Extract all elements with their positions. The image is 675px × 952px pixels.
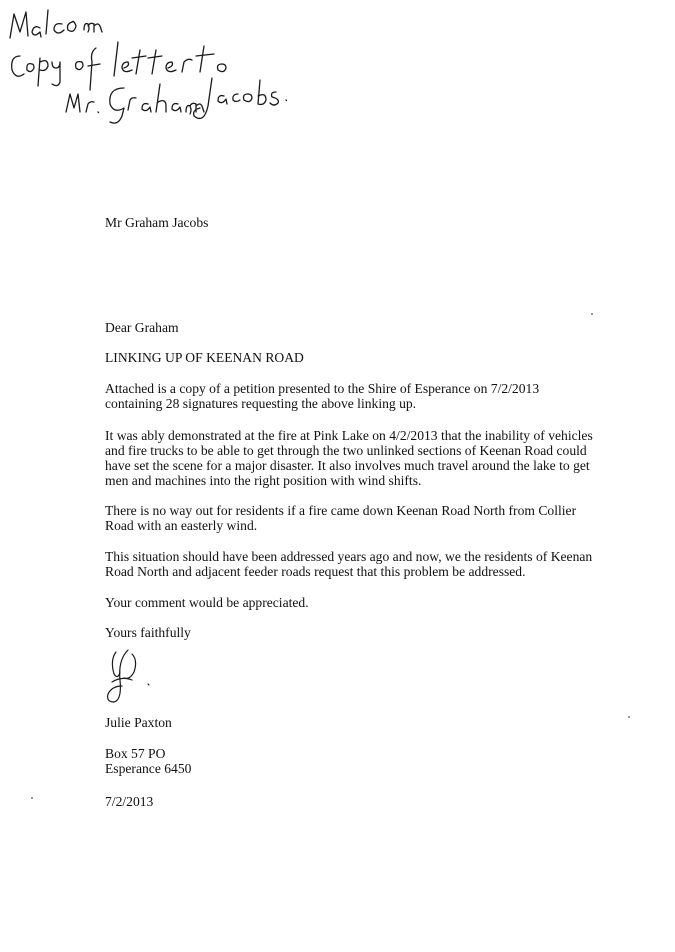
- address-line: Esperance 6450: [105, 761, 192, 776]
- address-block: [105, 746, 191, 776]
- paragraph-line: There is no way out for residents if a fire came down Keenan Road North from Collier: [105, 503, 577, 518]
- paragraph-comment: [105, 595, 309, 610]
- paragraph-line: Your comment would be appreciated.: [105, 595, 309, 610]
- address-line: Box 57 PO: [105, 746, 166, 761]
- paragraph-line: It was ably demonstrated at the fire at Pink Lake on 4/2/2013 that the inability of vehicles: [105, 428, 593, 443]
- letter-date: 7/2/2013: [105, 794, 154, 809]
- signer-name: Julie Paxton: [105, 715, 172, 730]
- paragraph-request: [105, 549, 592, 579]
- signature: [100, 648, 170, 710]
- handwritten-note: [0, 0, 300, 130]
- paragraph-line: Attached is a copy of a petition presented to the Shire of Esperance on 7/2/2013: [105, 381, 540, 396]
- subject-line: LINKING UP OF KEENAN ROAD: [105, 350, 304, 365]
- paragraph-fire: [105, 428, 593, 488]
- scan-speck: [591, 313, 593, 315]
- scan-speck: [628, 716, 630, 718]
- recipient-name: Mr Graham Jacobs: [105, 215, 209, 230]
- paragraph-line: Road North and adjacent feeder roads request that this problem be addressed.: [105, 564, 526, 579]
- paragraph-petition: [105, 381, 539, 411]
- paragraph-line: Road with an easterly wind.: [105, 518, 258, 533]
- paragraph-line: have set the scene for a major disaster. It also involves much travel around the lake to get: [105, 458, 590, 473]
- paragraph-line: men and machines into the right position with wind shifts.: [105, 473, 422, 488]
- closing: Yours faithfully: [105, 625, 191, 640]
- salutation: Dear Graham: [105, 320, 179, 335]
- paragraph-no-way-out: [105, 503, 576, 533]
- paragraph-line: and fire trucks to be able to get through the two unlinked sections of Keenan Road could: [105, 443, 587, 458]
- paragraph-line: containing 28 signatures requesting the above linking up.: [105, 396, 417, 411]
- paragraph-line: This situation should have been addressed years ago and now, we the residents of Keenan: [105, 549, 593, 564]
- scan-speck: [31, 797, 33, 799]
